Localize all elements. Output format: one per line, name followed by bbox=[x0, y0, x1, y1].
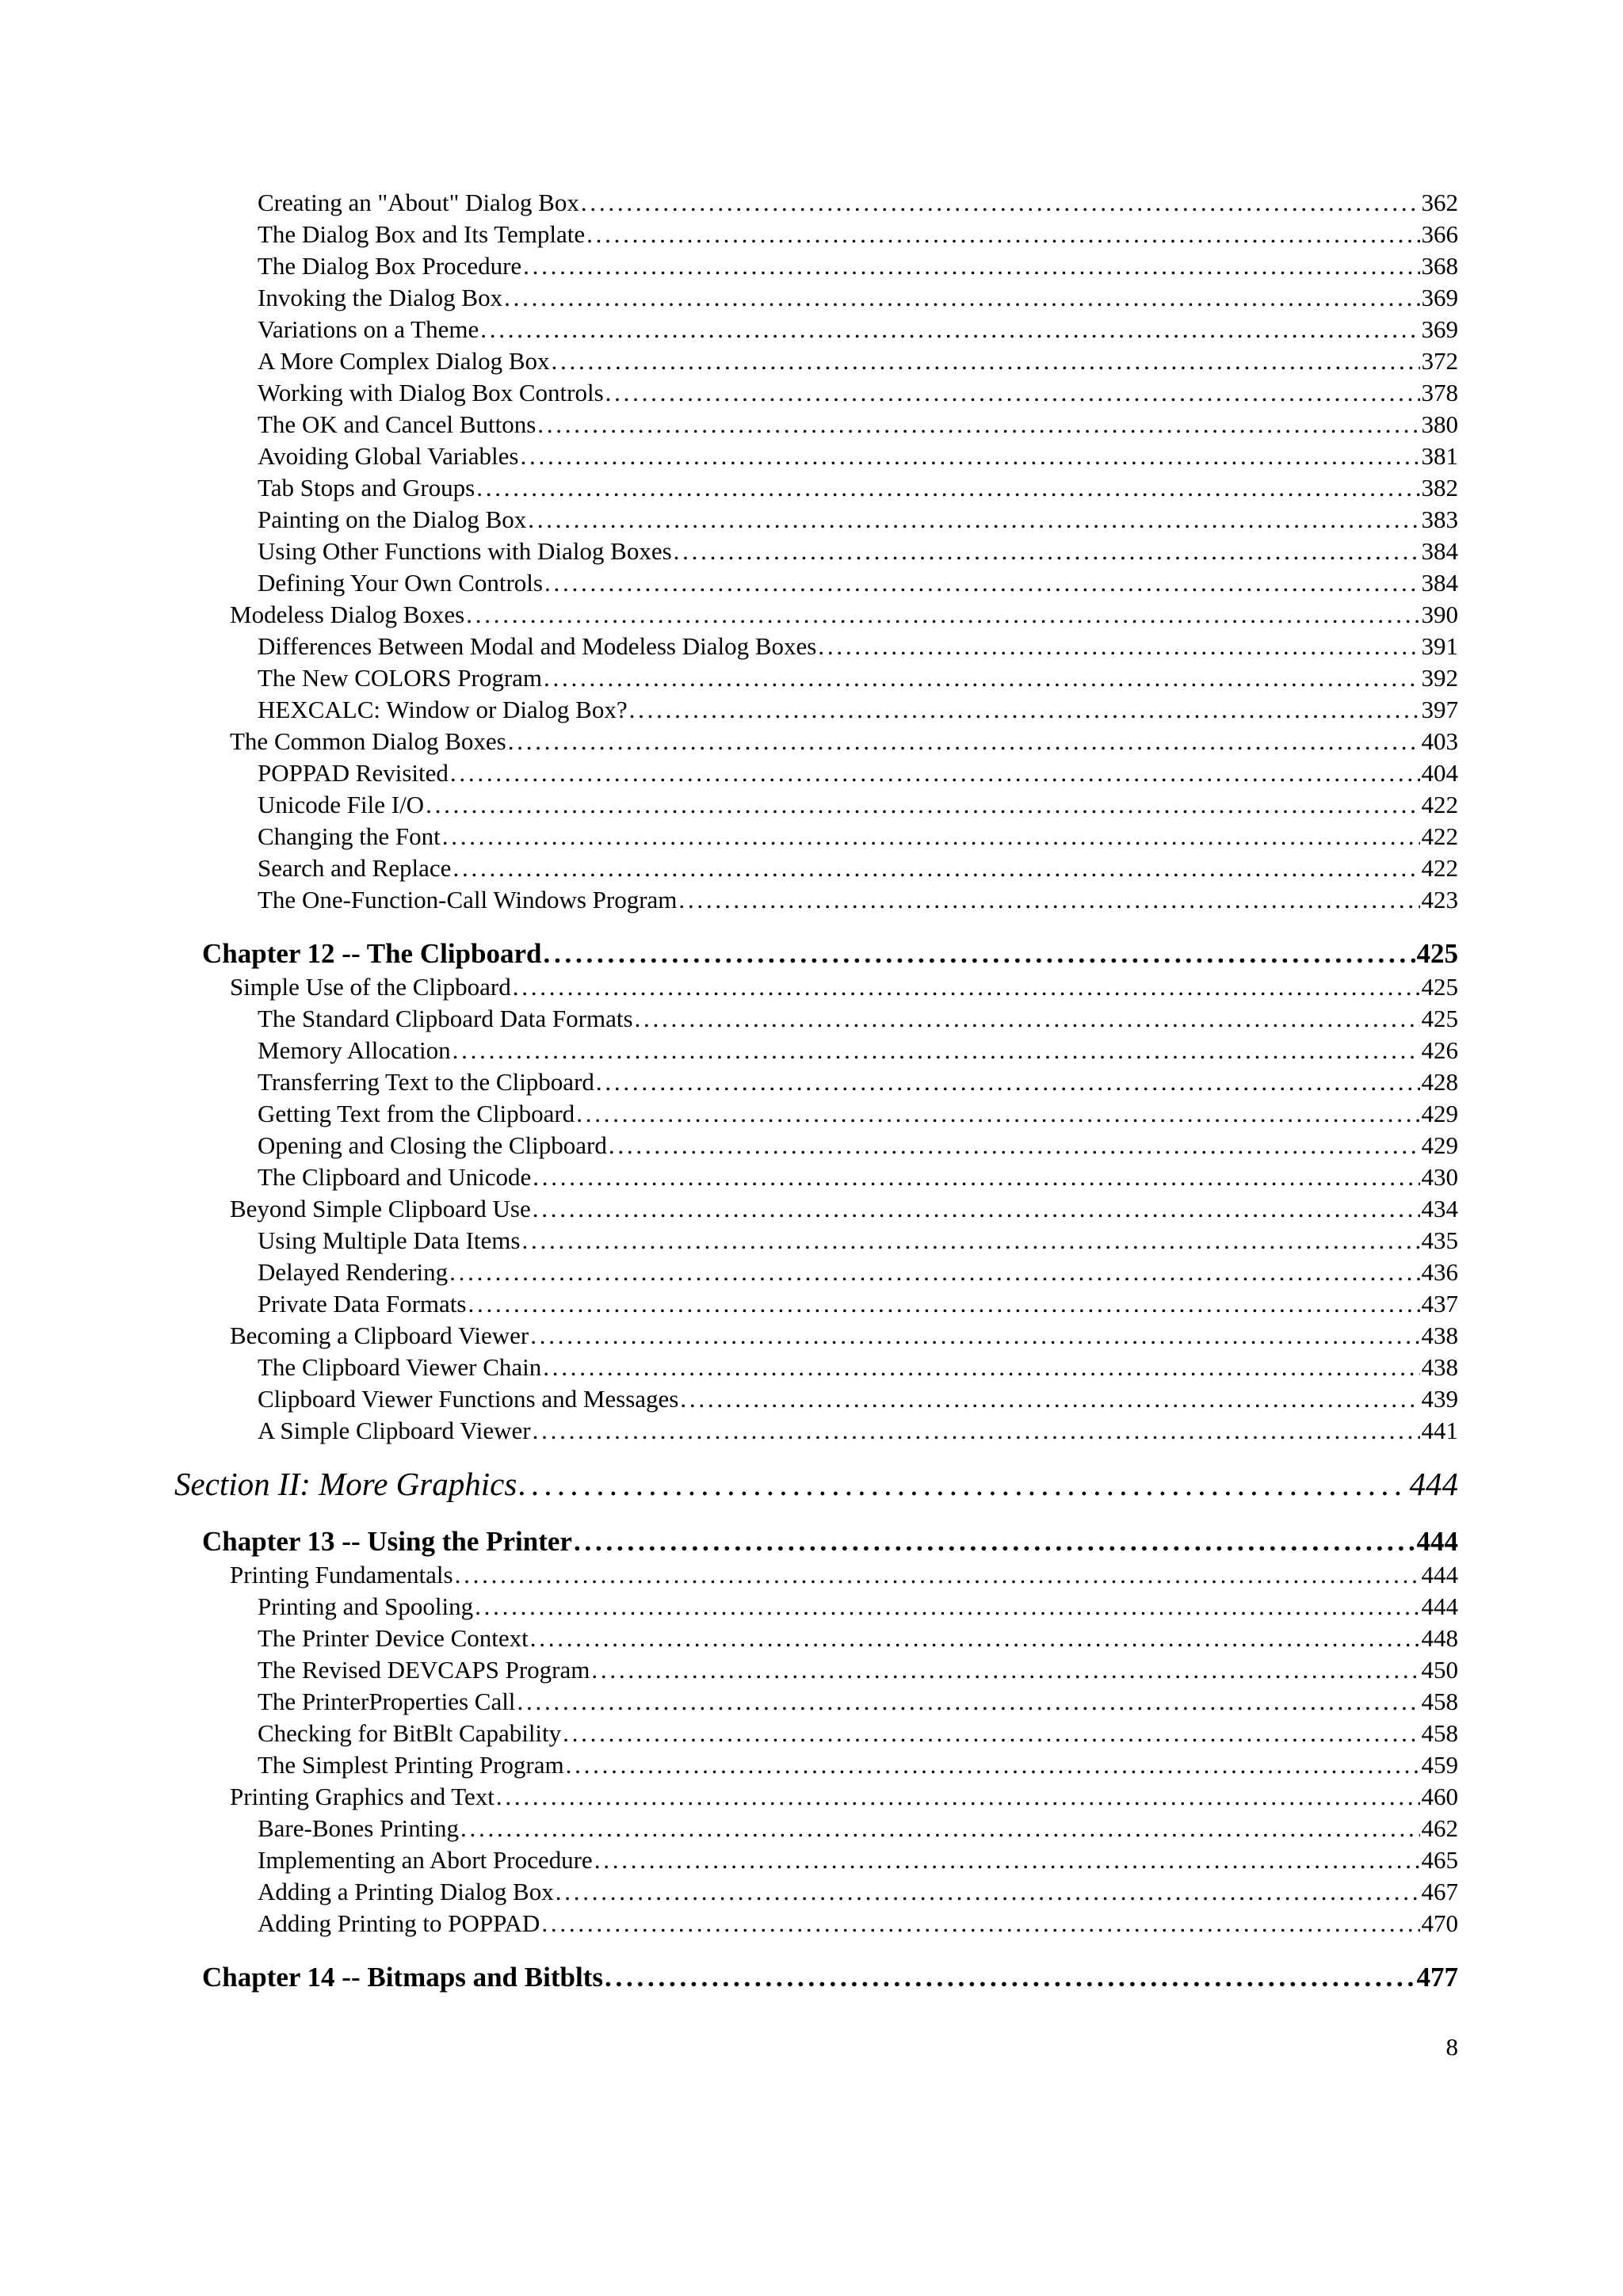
toc-topic-entry bbox=[0, 1161, 1623, 1193]
toc-entry-page: 392 bbox=[1421, 664, 1458, 692]
toc-entry-title: The Printer Device Context bbox=[258, 1624, 529, 1652]
dot-leader bbox=[576, 1098, 1419, 1130]
toc-entry-title: Private Data Formats bbox=[258, 1290, 467, 1318]
toc-entry-title: Getting Text from the Clipboard bbox=[258, 1100, 575, 1127]
toc-entry-page: 382 bbox=[1421, 474, 1458, 502]
toc-entry-title: Adding Printing to POPPAD bbox=[258, 1909, 540, 1937]
toc-topic-entry bbox=[0, 1383, 1623, 1415]
toc-subsection-entry bbox=[0, 971, 1623, 1003]
toc-entry-title: Checking for BitBlt Capability bbox=[258, 1719, 562, 1747]
toc-topic-entry bbox=[0, 377, 1623, 409]
dot-leader bbox=[818, 631, 1419, 662]
dot-leader bbox=[508, 726, 1420, 757]
toc-topic-entry bbox=[0, 757, 1623, 789]
toc-subsection-entry bbox=[0, 726, 1623, 757]
toc-topic-entry bbox=[0, 1352, 1623, 1383]
toc-entry-title: Beyond Simple Clipboard Use bbox=[230, 1195, 531, 1222]
toc-entry-title: Unicode File I/O bbox=[258, 791, 425, 818]
toc-entry-page: 438 bbox=[1421, 1322, 1458, 1349]
table-of-contents bbox=[0, 187, 1623, 1995]
toc-topic-entry bbox=[0, 1654, 1623, 1686]
dot-leader bbox=[563, 1718, 1419, 1749]
dot-leader bbox=[513, 971, 1420, 1003]
dot-leader bbox=[468, 1288, 1419, 1320]
dot-leader bbox=[520, 441, 1419, 472]
toc-entry-page: 423 bbox=[1421, 886, 1458, 913]
toc-topic-entry bbox=[0, 1130, 1623, 1161]
toc-chapter-entry bbox=[0, 1960, 1623, 1995]
toc-entry-title: Becoming a Clipboard Viewer bbox=[230, 1322, 529, 1349]
toc-entry-page: 429 bbox=[1421, 1100, 1458, 1127]
toc-entry-title: Bare-Bones Printing bbox=[258, 1814, 459, 1842]
toc-entry-page: 470 bbox=[1421, 1909, 1458, 1937]
toc-topic-entry bbox=[0, 1415, 1623, 1447]
toc-entry-page: 462 bbox=[1421, 1814, 1458, 1842]
toc-topic-entry bbox=[0, 1098, 1623, 1130]
toc-topic-entry bbox=[0, 1749, 1623, 1781]
toc-topic-entry bbox=[0, 1623, 1623, 1654]
dot-leader bbox=[586, 219, 1419, 250]
dot-leader bbox=[594, 1844, 1420, 1876]
toc-entry-title: POPPAD Revisited bbox=[258, 759, 449, 787]
dot-leader bbox=[475, 1591, 1419, 1623]
toc-entry-title: The Revised DEVCAPS Program bbox=[258, 1656, 590, 1684]
toc-entry-title: The Common Dialog Boxes bbox=[230, 727, 506, 755]
toc-topic-entry bbox=[0, 536, 1623, 567]
toc-entry-title: Invoking the Dialog Box bbox=[258, 284, 503, 311]
toc-entry-title: The Standard Clipboard Data Formats bbox=[258, 1005, 633, 1032]
toc-entry-page: 450 bbox=[1421, 1656, 1458, 1684]
toc-entry-page: 444 bbox=[1421, 1592, 1458, 1620]
toc-entry-title: Working with Dialog Box Controls bbox=[258, 379, 604, 406]
toc-topic-entry bbox=[0, 1591, 1623, 1623]
toc-topic-entry bbox=[0, 282, 1623, 314]
dot-leader bbox=[581, 187, 1420, 219]
dot-leader bbox=[518, 1464, 1407, 1504]
toc-entry-title: Creating an "About" Dialog Box bbox=[258, 189, 579, 216]
dot-leader bbox=[543, 1352, 1419, 1383]
toc-section-entry bbox=[0, 1464, 1623, 1504]
toc-topic-entry bbox=[0, 1003, 1623, 1035]
dot-leader bbox=[678, 884, 1419, 916]
toc-chapter-entry bbox=[0, 936, 1623, 971]
dot-leader bbox=[453, 1035, 1420, 1066]
toc-entry-title: Using Multiple Data Items bbox=[258, 1226, 521, 1254]
toc-entry-page: 441 bbox=[1421, 1417, 1458, 1444]
dot-leader bbox=[521, 1225, 1419, 1257]
toc-entry-page: 435 bbox=[1421, 1226, 1458, 1254]
toc-entry-page: 444 bbox=[1416, 1526, 1458, 1557]
dot-leader bbox=[541, 1908, 1419, 1939]
toc-entry-page: 434 bbox=[1421, 1195, 1458, 1222]
toc-entry-title: Adding a Printing Dialog Box bbox=[258, 1878, 554, 1905]
toc-entry-title: Opening and Closing the Clipboard bbox=[258, 1131, 607, 1159]
dot-leader bbox=[426, 789, 1419, 821]
dot-leader bbox=[476, 472, 1419, 504]
toc-subsection-entry bbox=[0, 1559, 1623, 1591]
toc-entry-page: 467 bbox=[1421, 1878, 1458, 1905]
toc-entry-page: 390 bbox=[1421, 601, 1458, 628]
toc-entry-page: 438 bbox=[1421, 1353, 1458, 1381]
toc-entry-page: 372 bbox=[1421, 347, 1458, 375]
toc-entry-title: Painting on the Dialog Box bbox=[258, 505, 527, 533]
toc-chapter-entry bbox=[0, 1524, 1623, 1559]
dot-leader bbox=[504, 282, 1419, 314]
toc-entry-title: Transferring Text to the Clipboard bbox=[258, 1068, 594, 1096]
toc-entry-title: Variations on a Theme bbox=[258, 315, 479, 343]
toc-topic-entry bbox=[0, 1718, 1623, 1749]
toc-entry-page: 477 bbox=[1416, 1962, 1458, 1993]
toc-entry-page: 397 bbox=[1421, 696, 1458, 723]
toc-entry-title: HEXCALC: Window or Dialog Box? bbox=[258, 696, 628, 723]
toc-topic-entry bbox=[0, 567, 1623, 599]
toc-topic-entry bbox=[0, 631, 1623, 662]
toc-entry-page: 422 bbox=[1421, 822, 1458, 850]
toc-entry-title: Defining Your Own Controls bbox=[258, 569, 543, 597]
toc-entry-title: The Dialog Box and Its Template bbox=[258, 220, 586, 248]
toc-entry-page: 425 bbox=[1421, 973, 1458, 1001]
toc-entry-page: 430 bbox=[1421, 1163, 1458, 1191]
toc-entry-page: 425 bbox=[1416, 938, 1458, 969]
toc-entry-page: 465 bbox=[1421, 1846, 1458, 1874]
toc-entry-page: 384 bbox=[1421, 569, 1458, 597]
toc-entry-title: Section II: More Graphics bbox=[174, 1466, 517, 1502]
toc-entry-title: Delayed Rendering bbox=[258, 1258, 449, 1286]
dot-leader bbox=[533, 1161, 1419, 1193]
toc-entry-title: Memory Allocation bbox=[258, 1036, 451, 1064]
toc-entry-title: Printing Graphics and Text bbox=[230, 1783, 495, 1810]
toc-entry-page: 444 bbox=[1409, 1466, 1458, 1502]
toc-entry-page: 458 bbox=[1421, 1719, 1458, 1747]
toc-entry-title: Chapter 12 -- The Clipboard bbox=[202, 938, 542, 969]
dot-leader bbox=[629, 694, 1420, 726]
toc-entry-page: 384 bbox=[1421, 537, 1458, 565]
toc-entry-title: Simple Use of the Clipboard bbox=[230, 973, 511, 1001]
dot-leader bbox=[635, 1003, 1420, 1035]
toc-entry-title: Clipboard Viewer Functions and Messages bbox=[258, 1385, 679, 1413]
toc-topic-entry bbox=[0, 852, 1623, 884]
toc-topic-entry bbox=[0, 219, 1623, 250]
toc-topic-entry bbox=[0, 1813, 1623, 1844]
toc-topic-entry bbox=[0, 250, 1623, 282]
toc-entry-page: 429 bbox=[1421, 1131, 1458, 1159]
toc-topic-entry bbox=[0, 409, 1623, 441]
toc-entry-page: 458 bbox=[1421, 1688, 1458, 1715]
dot-leader bbox=[517, 1686, 1419, 1718]
toc-subsection-entry bbox=[0, 1781, 1623, 1813]
toc-entry-page: 459 bbox=[1421, 1751, 1458, 1779]
toc-entry-title: Tab Stops and Groups bbox=[258, 474, 475, 502]
toc-entry-title: The PrinterProperties Call bbox=[258, 1688, 516, 1715]
toc-entry-page: 439 bbox=[1421, 1385, 1458, 1413]
dot-leader bbox=[609, 1130, 1420, 1161]
toc-topic-entry bbox=[0, 1257, 1623, 1288]
dot-leader bbox=[480, 314, 1419, 345]
toc-entry-title: Changing the Font bbox=[258, 822, 441, 850]
toc-entry-page: 448 bbox=[1421, 1624, 1458, 1652]
dot-leader bbox=[453, 852, 1419, 884]
toc-topic-entry bbox=[0, 1288, 1623, 1320]
toc-topic-entry bbox=[0, 187, 1623, 219]
toc-entry-title: The One-Function-Call Windows Program bbox=[258, 886, 678, 913]
toc-entry-title: Differences Between Modal and Modeless Dialog Boxes bbox=[258, 632, 817, 660]
toc-entry-title: Avoiding Global Variables bbox=[258, 442, 519, 470]
toc-entry-title: Printing and Spooling bbox=[258, 1592, 474, 1620]
dot-leader bbox=[537, 409, 1419, 441]
toc-topic-entry bbox=[0, 1908, 1623, 1939]
toc-subsection-entry bbox=[0, 1193, 1623, 1225]
toc-topic-entry bbox=[0, 1066, 1623, 1098]
toc-entry-title: The Dialog Box Procedure bbox=[258, 252, 522, 280]
toc-entry-page: 366 bbox=[1421, 220, 1458, 248]
dot-leader bbox=[544, 662, 1419, 694]
toc-topic-entry bbox=[0, 789, 1623, 821]
toc-entry-page: 422 bbox=[1421, 854, 1458, 882]
toc-entry-title: Using Other Functions with Dialog Boxes bbox=[258, 537, 672, 565]
toc-entry-title: A More Complex Dialog Box bbox=[258, 347, 550, 375]
toc-topic-entry bbox=[0, 504, 1623, 536]
dot-leader bbox=[533, 1415, 1420, 1447]
dot-leader bbox=[523, 250, 1419, 282]
toc-entry-title: Printing Fundamentals bbox=[230, 1561, 453, 1589]
toc-entry-title: The New COLORS Program bbox=[258, 664, 543, 692]
toc-entry-title: The OK and Cancel Buttons bbox=[258, 410, 537, 438]
toc-entry-page: 426 bbox=[1421, 1036, 1458, 1064]
toc-entry-title: Modeless Dialog Boxes bbox=[230, 601, 465, 628]
dot-leader bbox=[460, 1813, 1420, 1844]
toc-entry-page: 422 bbox=[1421, 791, 1458, 818]
toc-entry-title: The Simplest Printing Program bbox=[258, 1751, 564, 1779]
dot-leader bbox=[455, 1559, 1420, 1591]
toc-entry-page: 404 bbox=[1421, 759, 1458, 787]
toc-topic-entry bbox=[0, 662, 1623, 694]
dot-leader bbox=[543, 936, 1415, 971]
toc-topic-entry bbox=[0, 1876, 1623, 1908]
toc-entry-page: 403 bbox=[1421, 727, 1458, 755]
dot-leader bbox=[528, 504, 1419, 536]
toc-entry-page: 380 bbox=[1421, 410, 1458, 438]
toc-entry-page: 362 bbox=[1421, 189, 1458, 216]
dot-leader bbox=[566, 1749, 1420, 1781]
toc-subsection-entry bbox=[0, 1320, 1623, 1352]
toc-entry-title: The Clipboard Viewer Chain bbox=[258, 1353, 542, 1381]
dot-leader bbox=[530, 1623, 1420, 1654]
toc-topic-entry bbox=[0, 1035, 1623, 1066]
toc-entry-page: 383 bbox=[1421, 505, 1458, 533]
toc-entry-page: 460 bbox=[1421, 1783, 1458, 1810]
toc-topic-entry bbox=[0, 472, 1623, 504]
dot-leader bbox=[530, 1320, 1419, 1352]
dot-leader bbox=[674, 536, 1420, 567]
dot-leader bbox=[596, 1066, 1420, 1098]
dot-leader bbox=[450, 757, 1420, 789]
toc-entry-page: 436 bbox=[1421, 1258, 1458, 1286]
dot-leader bbox=[496, 1781, 1420, 1813]
dot-leader bbox=[552, 345, 1420, 377]
toc-subsection-entry bbox=[0, 599, 1623, 631]
toc-topic-entry bbox=[0, 694, 1623, 726]
toc-entry-page: 369 bbox=[1421, 284, 1458, 311]
toc-entry-page: 391 bbox=[1421, 632, 1458, 660]
toc-entry-page: 425 bbox=[1421, 1005, 1458, 1032]
toc-entry-page: 381 bbox=[1421, 442, 1458, 470]
toc-entry-page: 437 bbox=[1421, 1290, 1458, 1318]
dot-leader bbox=[605, 1960, 1415, 1995]
dot-leader bbox=[591, 1654, 1419, 1686]
toc-topic-entry bbox=[0, 821, 1623, 852]
toc-topic-entry bbox=[0, 1686, 1623, 1718]
toc-topic-entry bbox=[0, 441, 1623, 472]
dot-leader bbox=[544, 567, 1420, 599]
toc-topic-entry bbox=[0, 1225, 1623, 1257]
dot-leader bbox=[605, 377, 1420, 409]
toc-entry-title: Implementing an Abort Procedure bbox=[258, 1846, 593, 1874]
toc-entry-title: Search and Replace bbox=[258, 854, 452, 882]
dot-leader bbox=[574, 1524, 1415, 1559]
dot-leader bbox=[442, 821, 1420, 852]
toc-topic-entry bbox=[0, 884, 1623, 916]
toc-entry-page: 378 bbox=[1421, 379, 1458, 406]
toc-entry-page: 369 bbox=[1421, 315, 1458, 343]
toc-topic-entry bbox=[0, 1844, 1623, 1876]
toc-topic-entry bbox=[0, 314, 1623, 345]
page-number: 8 bbox=[1445, 2033, 1458, 2061]
toc-entry-page: 444 bbox=[1421, 1561, 1458, 1589]
toc-topic-entry bbox=[0, 345, 1623, 377]
toc-entry-title: The Clipboard and Unicode bbox=[258, 1163, 532, 1191]
dot-leader bbox=[466, 599, 1419, 631]
toc-entry-title: Chapter 13 -- Using the Printer bbox=[202, 1526, 572, 1557]
dot-leader bbox=[556, 1876, 1420, 1908]
toc-entry-title: Chapter 14 -- Bitmaps and Bitblts bbox=[202, 1962, 603, 1993]
dot-leader bbox=[449, 1257, 1419, 1288]
toc-entry-page: 428 bbox=[1421, 1068, 1458, 1096]
toc-entry-page: 368 bbox=[1421, 252, 1458, 280]
toc-entry-title: A Simple Clipboard Viewer bbox=[258, 1417, 531, 1444]
dot-leader bbox=[680, 1383, 1419, 1415]
dot-leader bbox=[533, 1193, 1420, 1225]
